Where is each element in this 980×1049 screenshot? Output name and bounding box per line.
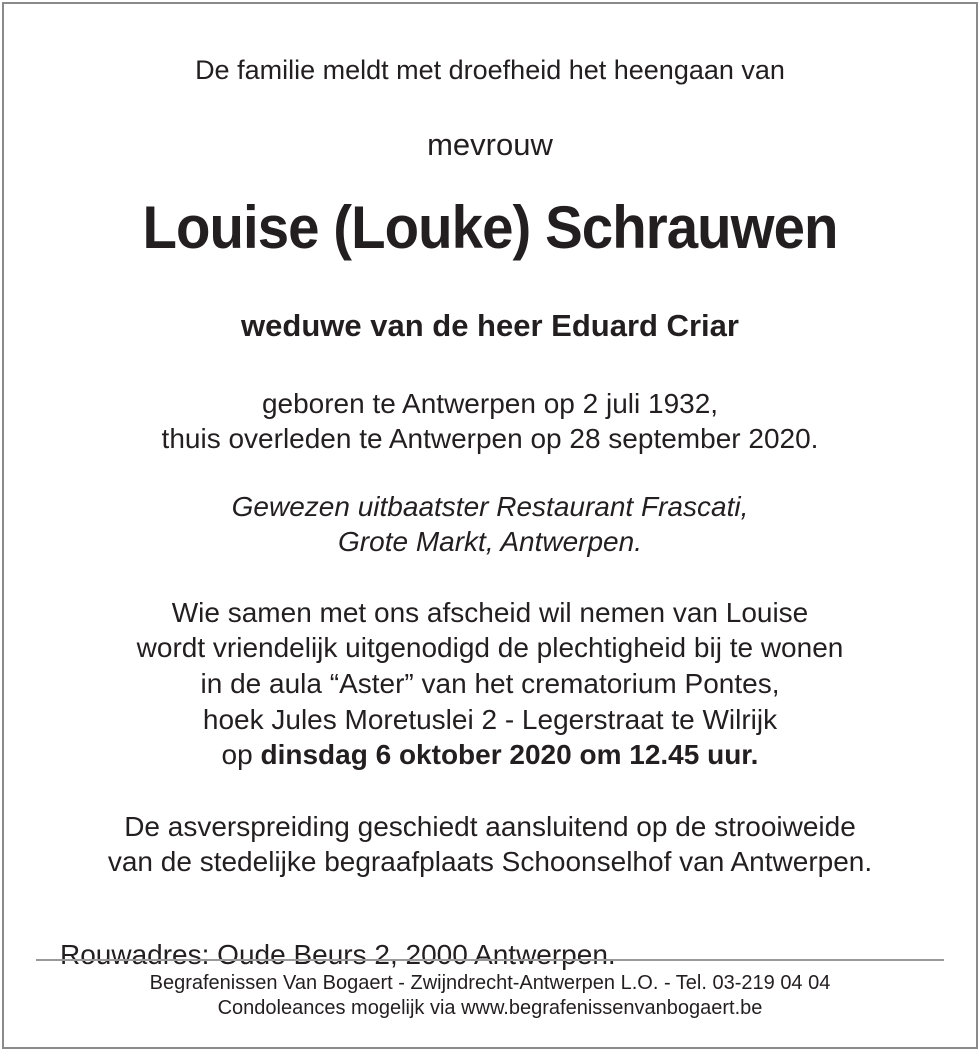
- footer-divider: [36, 959, 944, 961]
- funeral-home-line: Begrafenissen Van Bogaert - Zwijndrecht-Antwerpen L.O. - Tel. 03-219 04 04: [149, 972, 831, 994]
- ceremony-line-3: in de aula “Aster” van het crematorium Pontes,: [200, 668, 780, 699]
- birth-line: geboren te Antwerpen op 2 juli 1932,: [261, 388, 719, 419]
- occupation-line-2: Grote Markt, Antwerpen.: [338, 526, 642, 557]
- spouse-line: weduwe van de heer Eduard Criar: [241, 308, 739, 343]
- intro-text: De familie meldt met droefheid het heengaan van: [195, 55, 785, 85]
- condolences-line: Condoleances mogelijk via www.begrafenissenvanbogaert.be: [217, 997, 763, 1019]
- death-line: thuis overleden te Antwerpen op 28 september 2020.: [161, 423, 819, 454]
- mourning-address: Rouwadres: Oude Beurs 2, 2000 Antwerpen.: [60, 939, 616, 970]
- deceased-name: Louise (Louke) Schrauwen: [142, 194, 838, 261]
- ceremony-date-prefix: op: [221, 739, 253, 770]
- ceremony-date-line: [0, 737, 980, 772]
- ashes-line-1: De asverspreiding geschiedt aansluitend op de strooiweide: [124, 811, 856, 842]
- ashes-line-2: van de stedelijke begraafplaats Schoonselhof van Antwerpen.: [107, 846, 873, 877]
- ceremony-line-1: Wie samen met ons afscheid wil nemen van Louise: [171, 597, 809, 628]
- ceremony-date-time: dinsdag 6 oktober 2020 om 12.45 uur.: [260, 739, 759, 770]
- occupation-line-1: Gewezen uitbaatster Restaurant Frascati,: [231, 491, 749, 522]
- ceremony-line-2: wordt vriendelijk uitgenodigd de plechtigheid bij te wonen: [136, 632, 844, 663]
- salutation: mevrouw: [427, 127, 553, 162]
- ceremony-line-4: hoek Jules Moretuslei 2 - Legerstraat te Wilrijk: [202, 704, 778, 735]
